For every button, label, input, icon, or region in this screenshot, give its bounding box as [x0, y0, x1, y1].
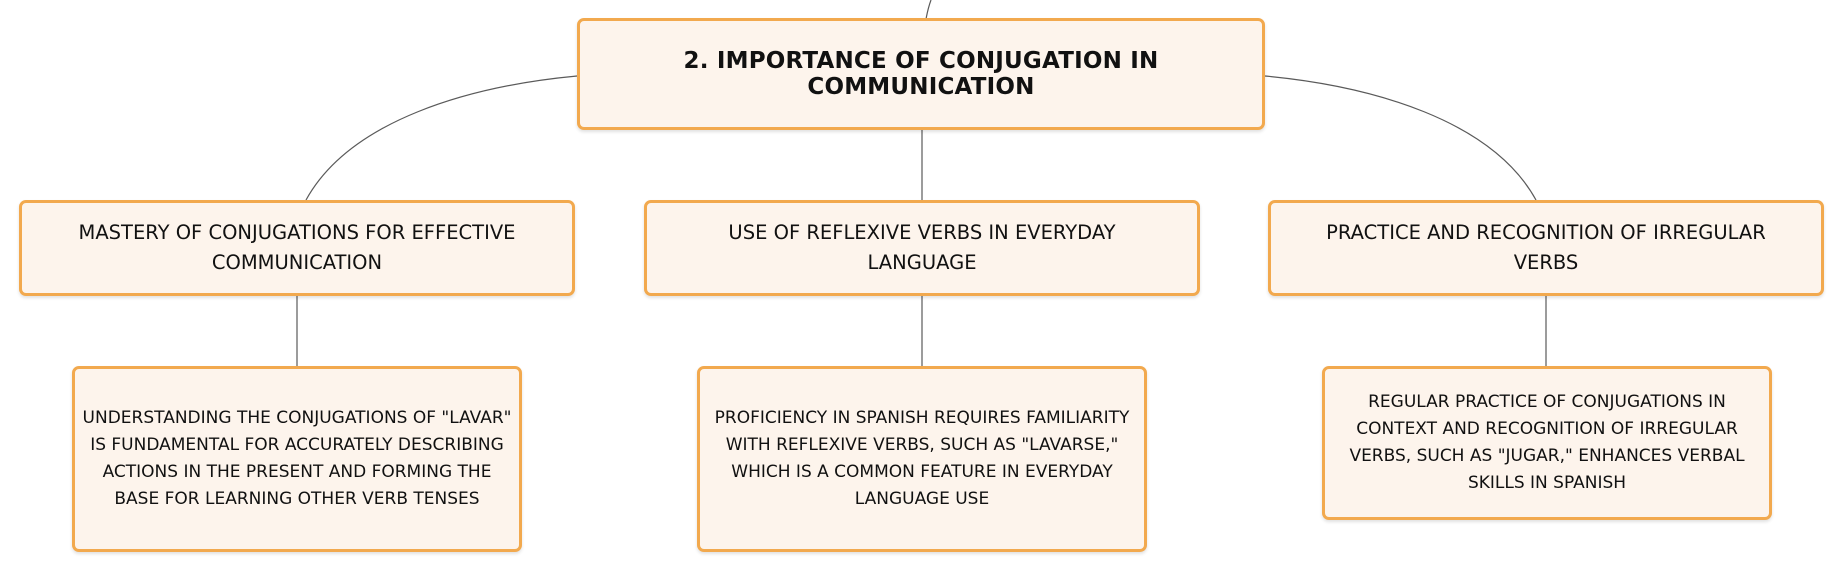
detail-text: REGULAR PRACTICE OF CONJUGATIONS IN CONTEXT AND RECOGNITION OF IRREGULAR VERBS, SUCH AS "JUGAR," ENHANCES VERBAL SKILLS IN SPANISH: [1349, 392, 1745, 493]
branch-label: PRACTICE AND RECOGNITION OF IRREGULAR VERBS: [1326, 221, 1766, 274]
detail-text: UNDERSTANDING THE CONJUGATIONS OF "LAVAR" IS FUNDAMENTAL FOR ACCURATELY DESCRIBING ACTIONS IN THE PRESENT AND FORMING THE BASE FOR LEARNING OTHER VERB TENSES: [82, 408, 512, 509]
root-topic-label: 2. IMPORTANCE OF CONJUGATION IN COMMUNICATION: [683, 48, 1159, 100]
branch-node-reflexive-verbs[interactable]: [644, 200, 1200, 296]
detail-text: PROFICIENCY IN SPANISH REQUIRES FAMILIARITY WITH REFLEXIVE VERBS, SUCH AS "LAVARSE," WHICH IS A COMMON FEATURE IN EVERYDAY LANGUAGE USE: [714, 408, 1130, 509]
branch-label: MASTERY OF CONJUGATIONS FOR EFFECTIVE COMMUNICATION: [78, 221, 516, 274]
detail-node-mastery[interactable]: [72, 366, 522, 552]
detail-node-reflexive-verbs[interactable]: [697, 366, 1147, 552]
connector-parent-to-root: [926, 0, 931, 19]
branch-node-irregular-verbs[interactable]: [1268, 200, 1824, 296]
root-topic-node[interactable]: [577, 18, 1265, 130]
connector-root-to-branch-3: [1265, 76, 1536, 200]
detail-node-irregular-verbs[interactable]: [1322, 366, 1772, 520]
branch-label: USE OF REFLEXIVE VERBS IN EVERYDAY LANGUAGE: [728, 221, 1116, 274]
connector-root-to-branch-1: [306, 76, 577, 200]
branch-node-mastery[interactable]: [19, 200, 575, 296]
